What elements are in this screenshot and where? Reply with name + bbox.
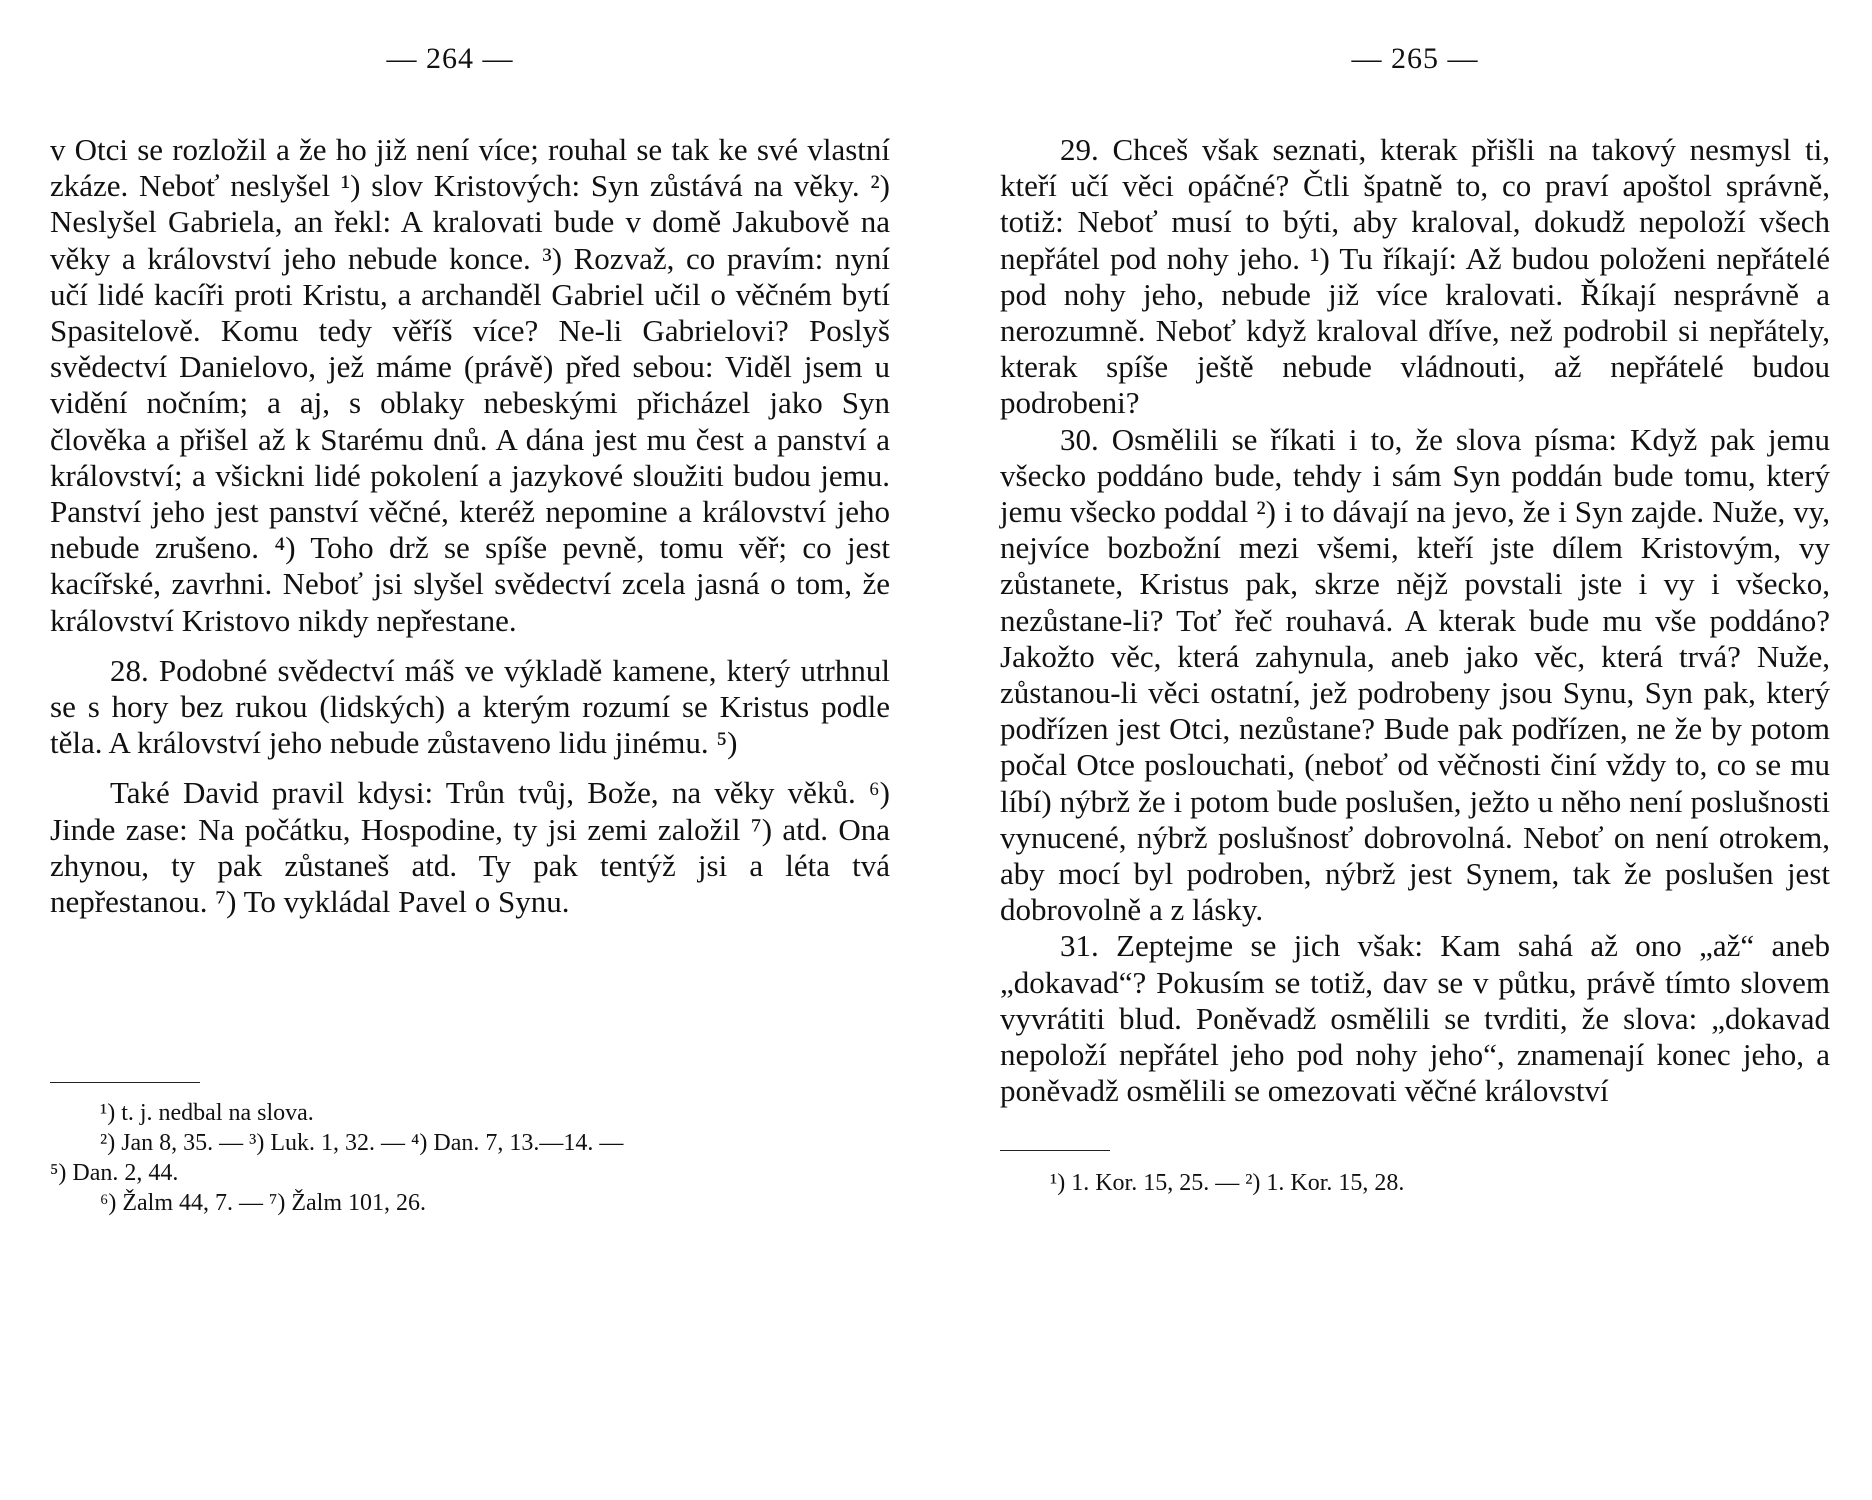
- page-number: — 264 —: [386, 42, 514, 75]
- page-number: — 265 —: [1351, 42, 1479, 75]
- right-page: [1000, 0, 1830, 1500]
- footnote: ²) Jan 8, 35. — ³) Luk. 1, 32. — ⁴) Dan. 7, 13.—14. —: [100, 1130, 624, 1156]
- footnotes: [1000, 1168, 1830, 1198]
- paragraph: 29. Chceš však seznati, kterak přišli na takový nesmysl ti, kteří učí věci opáčné? Čtli špatně to, co praví apoštol správně, totiž: Neboť musí to býti, aby kraloval, dokudž nepoloží všech nepřátel pod nohy jeho. ¹) Tu říkají: Až budou položeni nepřátelé pod nohy jeho, nebude již více kralovati. Říkají nesprávně a nerozumně. Neboť když kraloval dříve, než podrobil si nepřátely, kterak spíše ještě nebude vládnouti, až nepřátelé budou podrobeni?: [1000, 132, 1830, 421]
- footnote-rule: [50, 1082, 200, 1083]
- page-body: [1000, 132, 1830, 1109]
- footnote-rule: [1000, 1150, 1110, 1151]
- footnote: ¹) 1. Kor. 15, 25. — ²) 1. Kor. 15, 28.: [1050, 1170, 1405, 1196]
- paragraph: 31. Zeptejme se jich však: Kam sahá až ono „až“ aneb „dokavad“? Pokusím se totiž, dav se v půtku, právě tímto slovem vyvrátiti blud. Poněvadž osmělili se tvrditi, že slova: „dokavad nepoloží nepřátel jeho pod nohy jeho“, znamenají konec jeho, a poněvadž osmělili se omezovati věčné království: [1000, 928, 1830, 1109]
- paragraph: Také David pravil kdysi: Trůn tvůj, Bože, na věky věků. ⁶) Jinde zase: Na počátku, Hospodine, ty jsi zemi založil ⁷) atd. Ona zhynou, ty pak zůstaneš atd. Ty pak tentýž jsi a léta tvá nepřestanou. ⁷) To vykládal Pavel o Synu.: [50, 775, 890, 920]
- paragraph: 28. Podobné svědectví máš ve výkladě kamene, který utrhnul se s hory bez rukou (lidských) a kterým rozumí se Kristus podle těla. A království jeho nebude zůstaveno lidu jinému. ⁵): [50, 652, 890, 761]
- left-page: [50, 0, 890, 1500]
- paragraph: v Otci se rozložil a že ho již není více; rouhal se tak ke své vlastní zkáze. Neboť neslyšel ¹) slov Kristových: Syn zůstává na věky. ²) Neslyšel Gabriela, an řekl: A kralovati bude v domě Jakubově na věky a království jeho nebude konce. ³) Rozvaž, co pravím: nyní učí lidé kacíři proti Kristu, a archanděl Gabriel učil o věčném bytí Spasitelově. Komu tedy věříš více? Ne-li Gabrielovi? Poslyš svědectví Danielovo, jež máme (právě) před sebou: Viděl jsem u vidění nočním; a aj, s oblaky nebeskými přicházel jako Syn člověka a přišel až k Starému dnů. A dána jest mu čest a panství a království; a všickni lidé pokolení a jazykové sloužiti budou jemu. Panství jeho jest panství věčné, kteréž nepomine a království jeho nebude zrušeno. ⁴) Toho drž se spíše pevně, tomu věř; co jest kacířské, zavrhni. Neboť jsi slyšel svědectví zcela jasná o tom, že království Kristovo nikdy nepřestane.: [50, 132, 890, 638]
- footnote: ⁵) Dan. 2, 44.: [50, 1160, 179, 1186]
- footnote: ⁶) Žalm 44, 7. — ⁷) Žalm 101, 26.: [100, 1190, 427, 1216]
- footnote: ¹) t. j. nedbal na slova.: [100, 1100, 314, 1126]
- page-body: [50, 132, 890, 920]
- paragraph: 30. Osmělili se říkati i to, že slova písma: Když pak jemu všecko poddáno bude, tehdy i sám Syn poddán bude tomu, který jemu všecko poddal ²) i to dávají na jevo, že i Syn zajde. Nuže, vy, nejvíce bozbožní mezi všemi, kteří jste dílem Kristovým, vy zůstanete, Kristus pak, skrze nějž povstali jste i vy i všecko, nezůstane-li? Toť řeč rouhavá. A kterak bude mu vše poddáno? Jakožto věc, která zahynula, aneb jako věc, která trvá? Nuže, zůstanou-li věci ostatní, jež podrobeny jsou Synu, Syn pak, který podřízen jest Otci, nezůstane? Bude pak podřízen, ne že by potom počal Otce poslouchati, (neboť od věčnosti činí vždy to, co se mu líbí) nýbrž že i potom bude poslušen, ježto u něho není poslušnosti vynucené, nýbrž poslušnosť dobrovolná. Neboť on není otrokem, aby mocí byl podroben, nýbrž jest Synem, tak že poslušen jest dobrovolně a z lásky.: [1000, 421, 1830, 928]
- footnotes: [50, 1098, 890, 1218]
